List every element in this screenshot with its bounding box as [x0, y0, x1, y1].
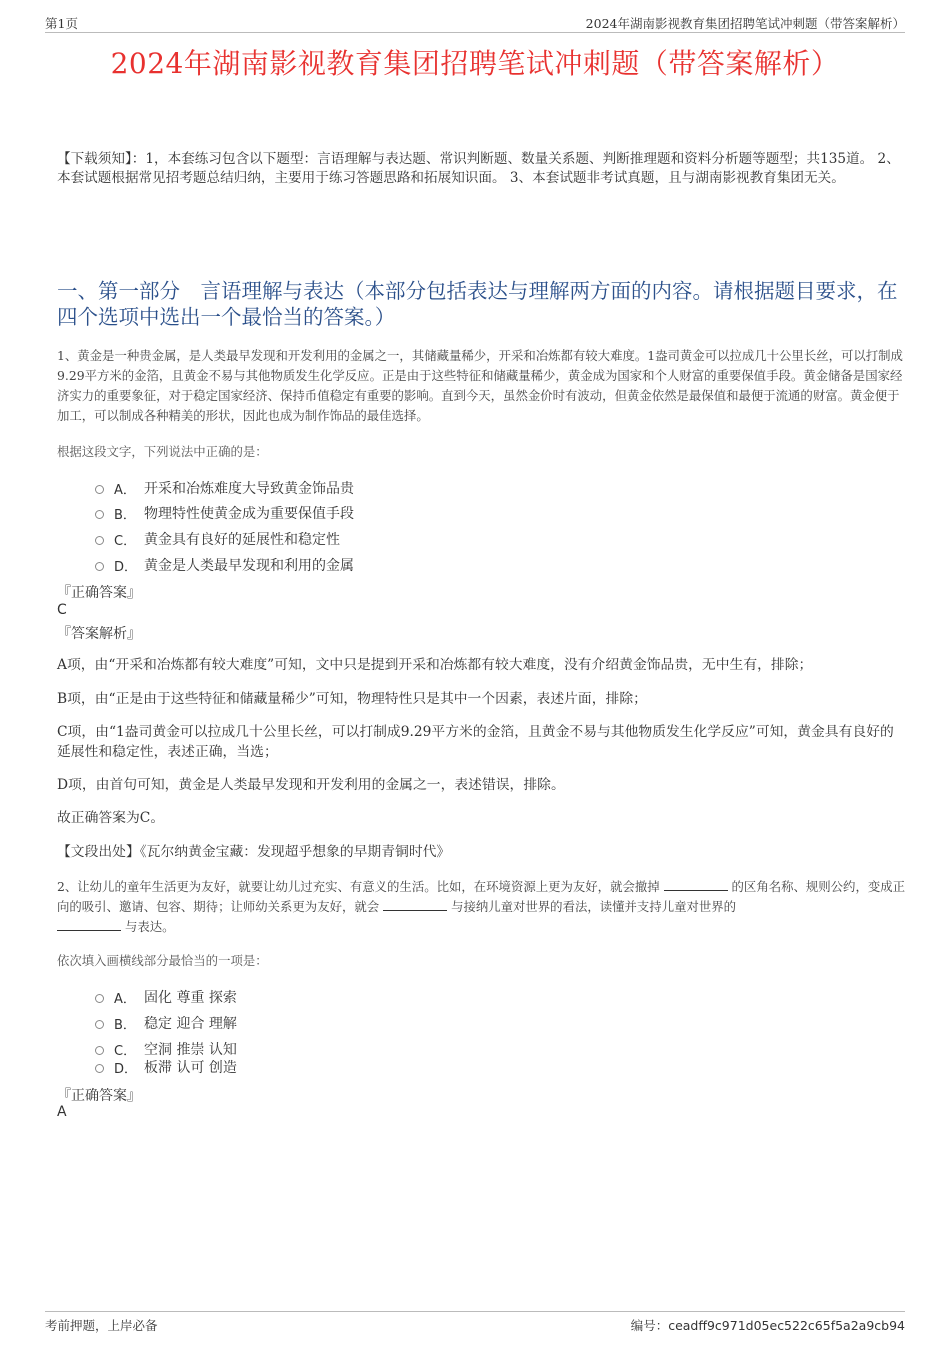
- radio-icon[interactable]: [95, 994, 104, 1003]
- option-letter: D．: [114, 559, 138, 575]
- analysis-conclusion: 故正确答案为C。: [57, 810, 165, 826]
- header-divider: [45, 32, 905, 33]
- question-1-option-d[interactable]: [95, 555, 354, 575]
- analysis-line-d: D项，由首句可知，黄金是人类最早发现和开发利用的金属之一，表述错误，排除。: [57, 777, 565, 793]
- option-text: 板滞 认可 创造: [144, 1060, 237, 1076]
- analysis-line-a: A项，由“开采和冶炼都有较大难度”可知，文中只是提到开采和冶炼都有较大难度，没有介绍黄金饰品贵，无中生有，排除；: [57, 657, 813, 673]
- radio-icon[interactable]: [95, 485, 104, 494]
- option-text: 空洞 推崇 认知: [144, 1042, 237, 1058]
- option-letter: C．: [114, 1043, 137, 1059]
- page-number: 第1页: [45, 16, 78, 31]
- option-text: 开采和冶炼难度大导致黄金饰品贵: [144, 481, 354, 497]
- analysis-source: 【文段出处】《瓦尔纳黄金宝藏：发现超乎想象的早期青铜时代》: [57, 844, 451, 860]
- document-title: 2024年湖南影视教育集团招聘笔试冲刺题（带答案解析）: [110, 47, 840, 80]
- option-letter: B．: [114, 507, 136, 523]
- fill-blank-2: [383, 900, 447, 911]
- question-2-text-part: 2、让幼儿的童年生活更为友好，就要让幼儿过充实、有意义的生活。比如，在环境资源上更为友好，就会撤掉: [57, 879, 660, 894]
- option-letter: A．: [114, 991, 136, 1007]
- radio-icon[interactable]: [95, 1064, 104, 1073]
- question-1-option-b[interactable]: [95, 503, 354, 523]
- footer-code-label: 编号：: [630, 1318, 669, 1333]
- question-1-text: 1、黄金是一种贵金属，是人类最早发现和开发利用的金属之一，其储藏量稀少，开采和冶炼都有较大难度。1盎司黄金可以拉成几十公里长丝，可以打制成9.29平方米的金箔，且黄金不易与其他物质发生化学反应。正是由于这些特征和储藏量稀少，黄金成为国家和个人财富的重要保值手段。黄金储备是国家经济实力的重要象征，对于稳定国家经济、保持币值稳定有重要的影响。直到今天，虽然金价时有波动，但黄金依然是最保值和最便于流通的财富。黄金便于加工，可以制成各种精美的形状，因此也成为制作饰品的最佳选择。: [57, 348, 903, 423]
- question-2-text-part: 与表达。: [124, 919, 175, 934]
- option-letter: A．: [114, 482, 136, 498]
- question-2-prompt: 依次填入画横线部分最恰当的一项是：: [57, 953, 268, 968]
- question-2-option-c[interactable]: [95, 1039, 237, 1059]
- option-text: 黄金具有良好的延展性和稳定性: [144, 532, 340, 548]
- radio-icon[interactable]: [95, 1020, 104, 1029]
- question-1-answer: C: [57, 602, 67, 618]
- option-letter: C．: [114, 533, 137, 549]
- footer-divider: [45, 1311, 905, 1312]
- question-1-analysis-label: 『答案解析』: [57, 626, 141, 642]
- question-2-answer-label: 『正确答案』: [57, 1088, 141, 1104]
- question-2-text-part: 的区角名称、规则公约，变成正向的吸引、邀请、包容、期待；让师幼关系更为友好，就会: [57, 879, 906, 914]
- option-text: 稳定 迎合 理解: [144, 1016, 237, 1032]
- question-1-option-a[interactable]: [95, 478, 354, 498]
- fill-blank-3: [57, 920, 121, 931]
- option-text: 黄金是人类最早发现和利用的金属: [144, 558, 354, 574]
- radio-icon[interactable]: [95, 536, 104, 545]
- option-letter: B．: [114, 1017, 136, 1033]
- question-2-option-a[interactable]: [95, 987, 237, 1007]
- question-2-option-b[interactable]: [95, 1013, 237, 1033]
- download-notice: 【下载须知】：1，本套练习包含以下题型：言语理解与表达题、常识判断题、数量关系题、判断推理题和资料分析题等题型；共135道。 2、本套试题根据常见招考题总结归纳，主要用于练习答题思路和拓展知识面。 3、本套试题非考试真题，且与湖南影视教育集团无关。: [57, 151, 900, 186]
- question-2-option-d[interactable]: [95, 1057, 237, 1077]
- option-text: 物理特性使黄金成为重要保值手段: [144, 506, 354, 522]
- radio-icon[interactable]: [95, 562, 104, 571]
- question-1-option-c[interactable]: [95, 529, 340, 549]
- question-2-text: [57, 877, 907, 937]
- radio-icon[interactable]: [95, 1046, 104, 1055]
- radio-icon[interactable]: [95, 510, 104, 519]
- question-2-answer: A: [57, 1104, 67, 1120]
- header-doc-title: 2024年湖南影视教育集团招聘笔试冲刺题（带答案解析）: [585, 16, 905, 31]
- footer-slogan: 考前押题，上岸必备: [45, 1318, 158, 1333]
- section-heading: 一、第一部分 言语理解与表达（本部分包括表达与理解两方面的内容。请根据题目要求，在四个选项中选出一个最恰当的答案。）: [57, 279, 898, 329]
- option-text: 固化 尊重 探索: [144, 990, 237, 1006]
- analysis-line-c: C项，由“1盎司黄金可以拉成几十公里长丝，可以打制成9.29平方米的金箔，且黄金不易与其他物质发生化学反应”可知，黄金具有良好的延展性和稳定性，表述正确，当选；: [57, 724, 894, 760]
- question-2-text-part: 与接纳儿童对世界的看法，读懂并支持儿童对世界的: [451, 899, 737, 914]
- question-1-prompt: 根据这段文字，下列说法中正确的是：: [57, 444, 268, 459]
- option-letter: D．: [114, 1061, 138, 1077]
- footer-code-value: ceadff9c971d05ec522c65f5a2a9cb94: [668, 1318, 905, 1333]
- fill-blank-1: [664, 880, 728, 891]
- question-1-answer-label: 『正确答案』: [57, 585, 141, 601]
- footer-code: [631, 1316, 905, 1334]
- analysis-line-b: B项，由“正是由于这些特征和储藏量稀少”可知，物理特性只是其中一个因素，表述片面，排除；: [57, 691, 647, 707]
